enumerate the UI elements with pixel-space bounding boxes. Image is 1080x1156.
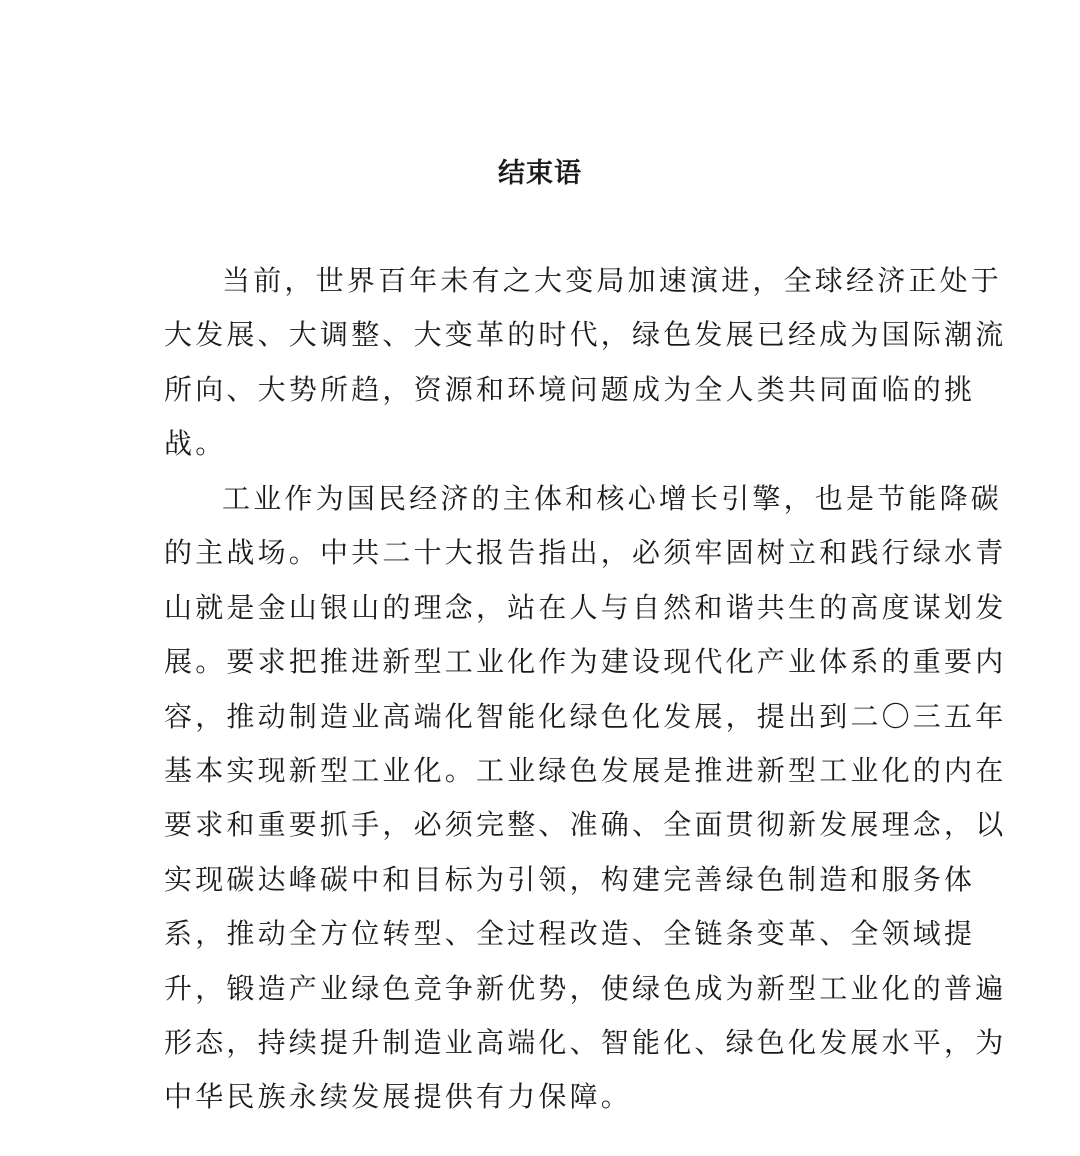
paragraph-line: 山就是金山银山的理念，站在人与自然和谐共生的高度谋划发 — [164, 590, 1007, 624]
paragraph-line: 系，推动全方位转型、全过程改造、全链条变革、全领域提 — [164, 917, 976, 951]
paragraph-line: 大发展、大调整、大变革的时代，绿色发展已经成为国际潮流 — [164, 318, 1007, 352]
paragraph-line: 中华民族永续发展提供有力保障。 — [164, 1080, 633, 1114]
paragraph-line: 要求和重要抓手，必须完整、准确、全面贯彻新发展理念，以 — [164, 808, 1007, 842]
paragraph-line: 升，锻造产业绿色竞争新优势，使绿色成为新型工业化的普遍 — [164, 971, 1007, 1005]
paragraph-line: 形态，持续提升制造业高端化、智能化、绿色化发展水平，为 — [164, 1026, 1007, 1060]
paragraph-line: 工业作为国民经济的主体和核心增长引擎，也是节能降碳 — [222, 482, 1003, 515]
paragraph-line: 当前，世界百年未有之大变局加速演进，全球经济正处于 — [222, 264, 1003, 297]
paragraph-line: 容，推动制造业高端化智能化绿色化发展，提出到二〇三五年 — [164, 699, 1007, 733]
paragraph-1 — [164, 254, 1007, 472]
paragraph-line: 实现碳达峰碳中和目标为引领，构建完善绿色制造和服务体 — [164, 862, 976, 896]
paragraph-line: 基本实现新型工业化。工业绿色发展是推进新型工业化的内在 — [164, 754, 1007, 788]
paragraph-line: 战。 — [164, 427, 227, 461]
paragraph-2 — [164, 472, 1007, 1125]
paragraph-line: 的主战场。中共二十大报告指出，必须牢固树立和践行绿水青 — [164, 536, 1007, 570]
paragraph-line: 展。要求把推进新型工业化作为建设现代化产业体系的重要内 — [164, 645, 1007, 679]
paragraph-line: 所向、大势所趋，资源和环境问题成为全人类共同面临的挑 — [164, 372, 976, 406]
page-title: 结束语 — [498, 158, 582, 189]
